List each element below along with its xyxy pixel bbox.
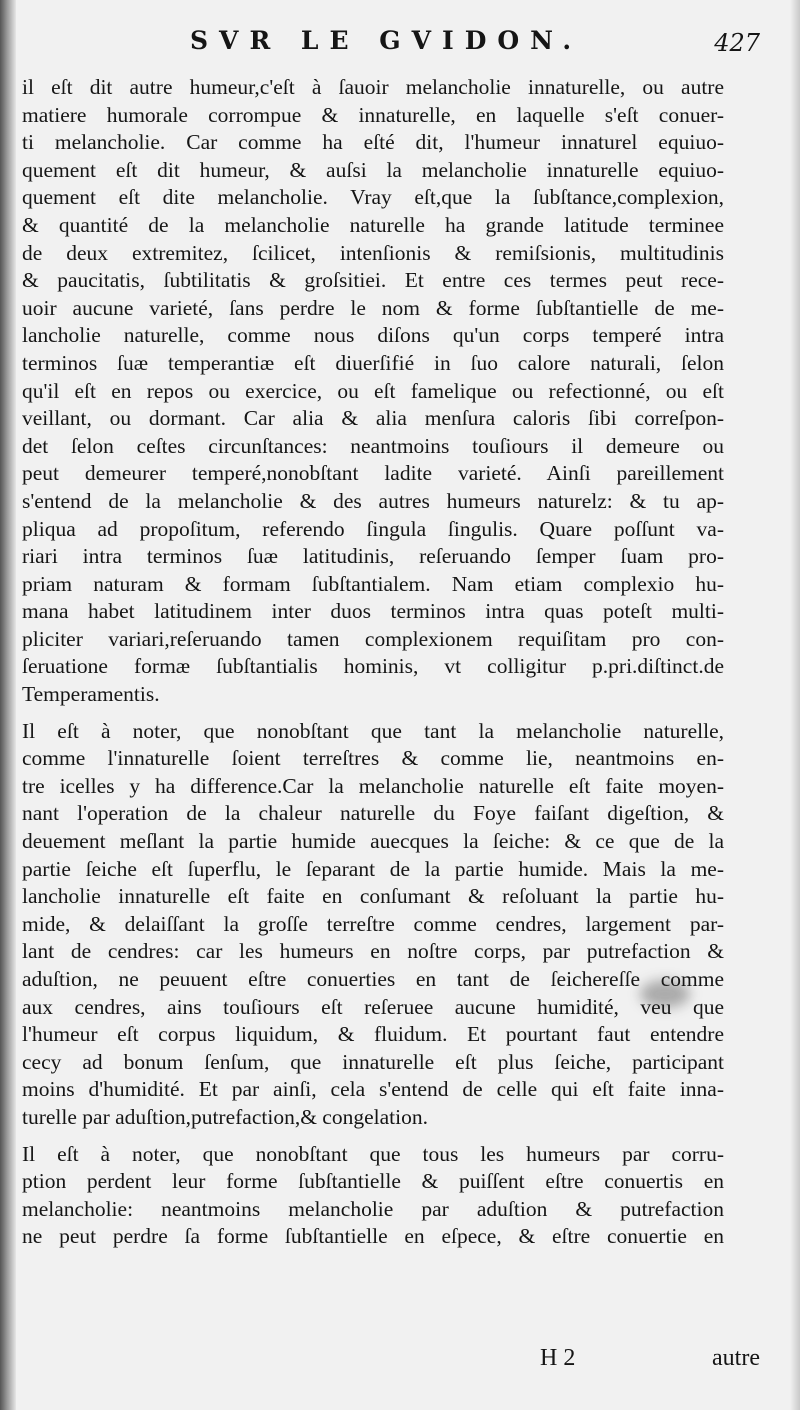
text-line: l'humeur eſt corpus liquidum, & fluidum. Et pourtant faut entendre <box>22 1022 724 1047</box>
text-line: melancholie: neantmoins melancholie par aduſtion & putrefaction <box>22 1196 724 1221</box>
text-line: quement eſt dite melancholie. Vray eſt,que la ſubſtance,complexion, <box>22 185 724 210</box>
body-text <box>22 74 724 1251</box>
text-line: pliciter variari,reſeruando tamen complexionem requiſitam pro con- <box>22 626 724 651</box>
text-line: turelle par aduſtion,putrefaction,& congelation. <box>22 1104 428 1129</box>
text-line: ti melancholie. Car comme ha eſté dit, l'humeur innaturel equiuo- <box>22 130 724 155</box>
paragraph-gap <box>22 1132 724 1141</box>
text-line: nant l'operation de la chaleur naturelle du Foye faiſant digeſtion, & <box>22 801 724 826</box>
text-line: uoir aucune varieté, ſans perdre le nom & forme ſubſtantielle de me- <box>22 295 724 320</box>
page-footer <box>40 1345 760 1377</box>
text-line: aduſtion, ne peuuent eſtre conuerties en tant de ſeichereſſe comme <box>22 967 724 991</box>
running-head: SVR LE GVIDON. <box>190 26 583 55</box>
text-line: ption perdent leur forme ſubſtantielle & puiſſent eſtre conuertis en <box>22 1169 724 1194</box>
signature-mark: H 2 <box>540 1345 576 1371</box>
text-line: Temperamentis. <box>22 682 160 707</box>
text-line: priam naturam & formam ſubſtantialem. Nam etiam complexio hu- <box>22 571 724 596</box>
text-line: cecy ad bonum ſenſum, que innaturelle eſt plus ſeiche, participant <box>22 1049 724 1074</box>
text-line: partie ſeiche eſt ſuperflu, le ſeparant de la partie humide. Mais la me- <box>22 856 724 881</box>
ink-smudge <box>640 980 690 1008</box>
catchword: autre <box>712 1345 760 1371</box>
text-line: moins d'humidité. Et par ainſi, cela s'entend de celle qui eſt faite inna- <box>22 1077 724 1102</box>
text-line: quement eſt dit humeur, & auſsi la melancholie innaturelle equiuo- <box>22 157 724 182</box>
text-line: riari intra terminos ſuæ latitudinis, reſeruando ſemper ſuam pro- <box>22 544 724 569</box>
text-line: de deux extremitez, ſcilicet, intenſionis & remiſsionis, multitudinis <box>22 240 724 265</box>
binding-shadow <box>0 0 16 1410</box>
text-line: qu'il eſt en repos ou exercice, ou eſt famelique ou refectionné, ou eſt <box>22 378 724 403</box>
text-line: mana habet latitudinem inter duos terminos intra quas poteſt multi- <box>22 599 724 624</box>
text-line: tre icelles y ha difference.Car la melancholie naturelle eſt faite moyen- <box>22 773 724 798</box>
text-line: lancholie naturelle, comme nous diſons qu'un corps temperé intra <box>22 323 724 348</box>
text-line: Il eſt à noter, que nonobſtant que tous les humeurs par corru- <box>22 1141 724 1166</box>
text-line: aux cendres, ains touſiours eſt reſeruee aucune humidité, veu que <box>22 994 724 1019</box>
text-line: lancholie innaturelle eſt faite en conſumant & reſoluant la partie hu- <box>22 884 724 909</box>
text-line: ſeruatione formæ ſubſtantialis hominis, vt colligitur p.pri.diſtinct.de <box>22 654 724 679</box>
text-line: & quantité de la melancholie naturelle ha grande latitude terminee <box>22 212 724 237</box>
text-line: Il eſt à noter, que nonobſtant que tant la melancholie naturelle, <box>22 718 724 743</box>
paragraph-gap <box>22 709 724 718</box>
text-line: deuement meſlant la partie humide auecques la ſeiche: & ce que de la <box>22 829 724 854</box>
text-line: il eſt dit autre humeur,c'eſt à ſauoir melancholie innaturelle, ou autre <box>22 75 724 99</box>
text-line: ne peut perdre ſa forme ſubſtantielle en eſpece, & eſtre conuertie en <box>22 1224 724 1249</box>
page-header <box>40 26 760 60</box>
text-line: terminos ſuæ temperantiæ eſt diuerſifié in ſuo calore naturali, ſelon <box>22 350 724 375</box>
text-line: & paucitatis, ſubtilitatis & groſsitiei. Et entre ces termes peut rece- <box>22 268 724 293</box>
text-line: mide, & delaiſſant la groſſe terreſtre comme cendres, largement par- <box>22 911 724 936</box>
page-number: 427 <box>714 29 760 57</box>
text-line: peut demeurer temperé,nonobſtant ladite varieté. Ainſi pareillement <box>22 461 724 486</box>
text-line: lant de cendres: car les humeurs en noſtre corps, par putrefaction & <box>22 939 724 964</box>
page-edge <box>790 0 800 1410</box>
text-line: s'entend de la melancholie & des autres humeurs naturelz: & tu ap- <box>22 488 724 513</box>
text-line: comme l'innaturelle ſoient terreſtres & comme lie, neantmoins en- <box>22 746 724 771</box>
text-line: det ſelon ceſtes circunſtances: neantmoins touſiours il demeure ou <box>22 433 724 458</box>
text-line: matiere humorale corrompue & innaturelle, en laquelle s'eſt conuer- <box>22 102 724 127</box>
text-line: veillant, ou dormant. Car alia & alia menſura caloris ſibi correſpon- <box>22 406 724 431</box>
text-line: pliqua ad propoſitum, referendo ſingula ſingulis. Quare poſſunt va- <box>22 516 724 541</box>
